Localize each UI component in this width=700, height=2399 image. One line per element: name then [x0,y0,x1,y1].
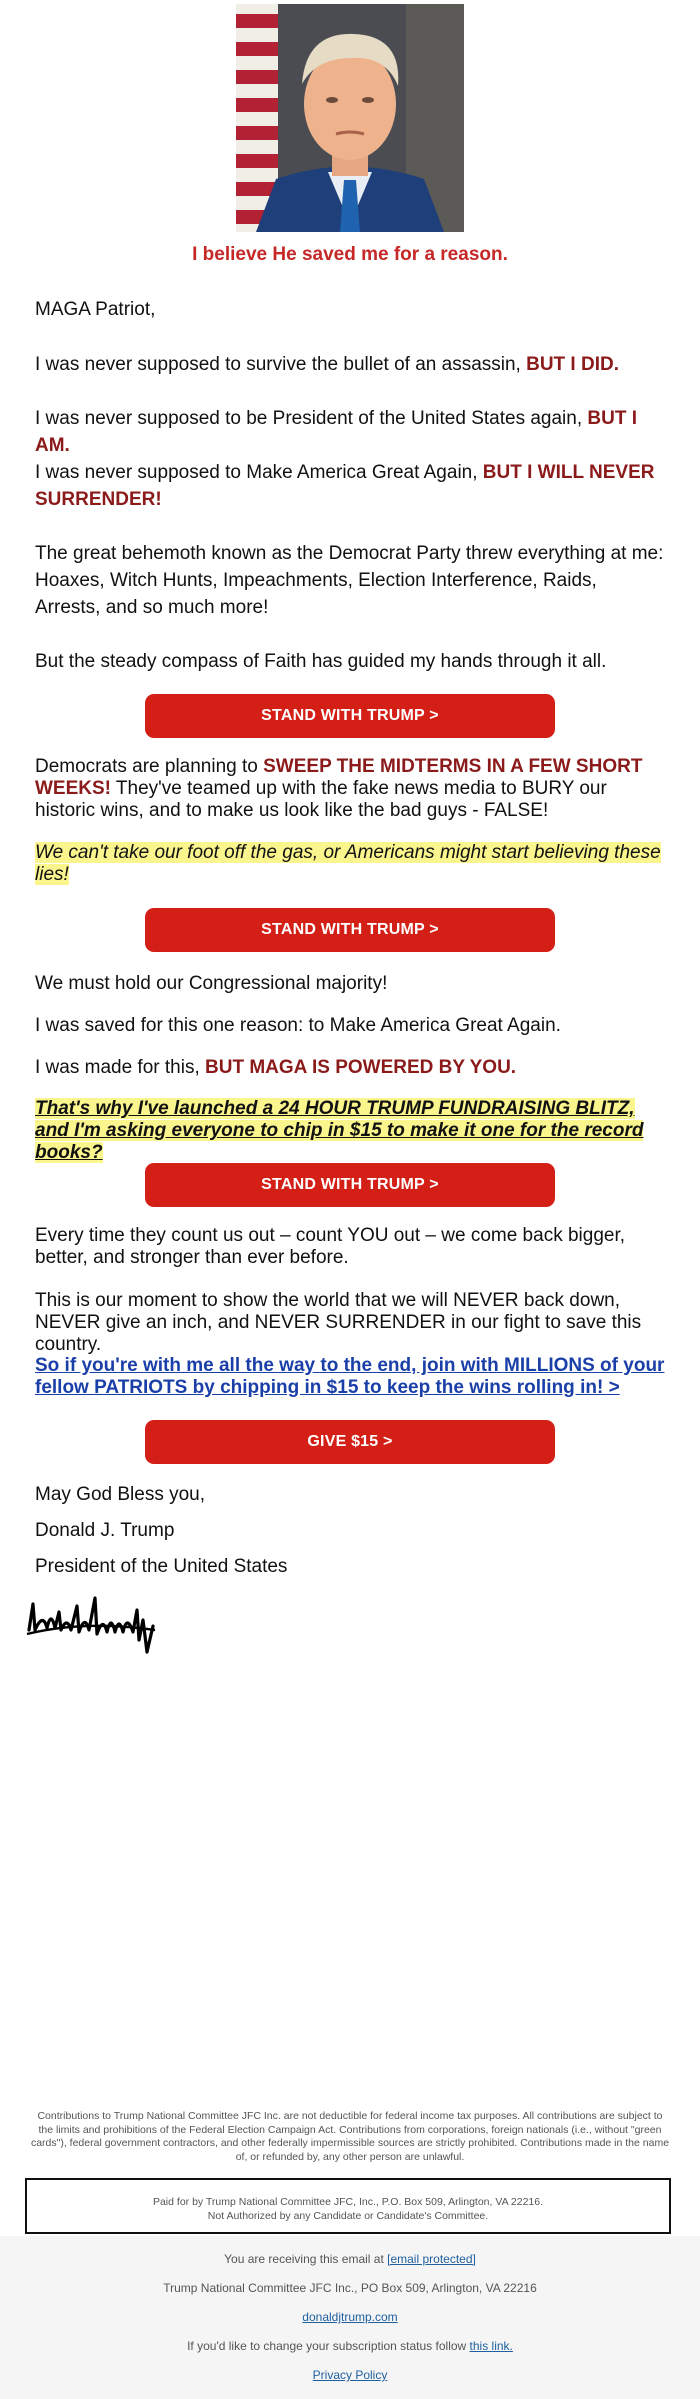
unsubscribe-line [0,2339,700,2353]
paragraph-behemoth: The great behemoth known as the Democrat Party threw everything at me: Hoaxes, Witch Hunts, Impeachments, Election Interference, Raids, Arrests, and so much more! [35,543,664,618]
receiving-text: You are receiving this email at [224,2252,388,2266]
paragraph-assassin [35,351,665,378]
paragraph-text: I was never supposed to be President of the United States again, [35,408,588,429]
paragraph-faith: But the steady compass of Faith has guided my hands through it all. [35,651,607,672]
stand-with-trump-button[interactable]: STAND WITH TRUMP > [145,694,555,738]
emphasis-text: BUT I WILL NEVER SURRENDER! [35,462,655,510]
email-address-link[interactable]: [email protected] [387,2252,476,2266]
legal-disclaimer: Contributions to Trump National Committee JFC Inc. are not deductible for federal income tax purposes. All contributions are subject to the limits and prohibitions of the Federal Election Campaign Act. Contributions from corporations, foreign nationals (i.e., without "green cards"), federal government contractors, and other federally impermissible sources are strictly prohibited. Contributions made in the name of, or refunded by, any other person are unlawful. [30,2110,670,2163]
paragraph-join-millions [35,1355,665,1399]
emphasis-text: BUT I DID. [526,354,619,375]
greeting: MAGA Patriot, [35,299,156,320]
emphasis-text: BUT MAGA IS POWERED BY YOU. [205,1057,517,1078]
closing-blessing: May God Bless you, [35,1484,206,1505]
paragraph-text: I was never supposed to survive the bullet of an assassin, [35,354,527,375]
paragraph-surrender [35,459,665,513]
signer-name: Donald J. Trump [35,1520,175,1541]
stand-with-trump-button[interactable]: STAND WITH TRUMP > [145,1163,555,1207]
paid-for-line: Paid for by Trump National Committee JFC, Inc., P.O. Box 509, Arlington, VA 22216. [152,2196,544,2208]
paragraph-text: I was never supposed to Make America Great Again, [35,462,483,483]
paragraph-text: Democrats are planning to [35,756,264,777]
emphasis-text: BUT I AM. [35,408,638,456]
give-15-button[interactable]: GIVE $15 > [145,1420,555,1464]
highlighted-link-text[interactable]: That's why I've launched a 24 HOUR TRUMP FUNDRAISING BLITZ, and I'm asking everyone to chip in $15 to make it one for the record books? [35,1098,644,1163]
footer-address: Trump National Committee JFC Inc., PO Box 509, Arlington, VA 22216 [163,2281,537,2295]
signature-image [25,1590,160,1662]
header-subtitle: I believe He saved me for a reason. [192,244,508,265]
paragraph-never-back-down: This is our moment to show the world that we will NEVER back down, NEVER give an inch, and NEVER SURRENDER in our fight to save this country. [35,1290,642,1355]
paragraph-majority: We must hold our Congressional majority! [35,973,388,994]
paragraph-foot-off-gas [35,842,665,886]
stand-with-trump-button[interactable]: STAND WITH TRUMP > [145,908,555,952]
highlighted-text: We can't take our foot off the gas, or Americans might start believing these lies! [35,842,661,885]
paragraph-saved: I was saved for this one reason: to Make America Great Again. [35,1015,561,1036]
paragraph-text: I was made for this, [35,1057,206,1078]
email-footer [0,2236,700,2399]
emphasis-text: SWEEP THE MIDTERMS IN A FEW SHORT WEEKS! [35,756,643,799]
donate-link[interactable]: So if you're with me all the way to the end, join with MILLIONS of your fellow PATRIOTS by chipping in $15 to keep the wins rolling in! > [35,1355,665,1398]
not-authorized-line: Not Authorized by any Candidate or Candidate's Committee. [207,2210,489,2222]
website-link[interactable]: donaldjtrump.com [302,2310,398,2324]
paragraph-count-us-out: Every time they count us out – count YOU out – we come back bigger, better, and stronger than ever before. [35,1225,626,1268]
paragraph-text: They've teamed up with the fake news media to BURY our historic wins, and to make us look like the bad guys - FALSE! [35,778,607,821]
header-portrait-image [236,4,464,232]
unsubscribe-link[interactable]: this link. [469,2339,513,2353]
paragraph-made-for-this [35,1054,665,1081]
footer-site-line [0,2310,700,2324]
privacy-policy-link[interactable]: Privacy Policy [312,2368,388,2382]
privacy-line [0,2368,700,2382]
receiving-email-line [0,2252,700,2266]
paragraph-president [35,405,665,459]
paid-for-by-box [25,2178,671,2234]
unsubscribe-text: If you'd like to change your subscription status follow [187,2339,470,2353]
paragraph-fundraising-blitz [35,1098,665,1164]
signer-title: President of the United States [35,1556,288,1577]
paragraph-midterms [35,756,665,822]
